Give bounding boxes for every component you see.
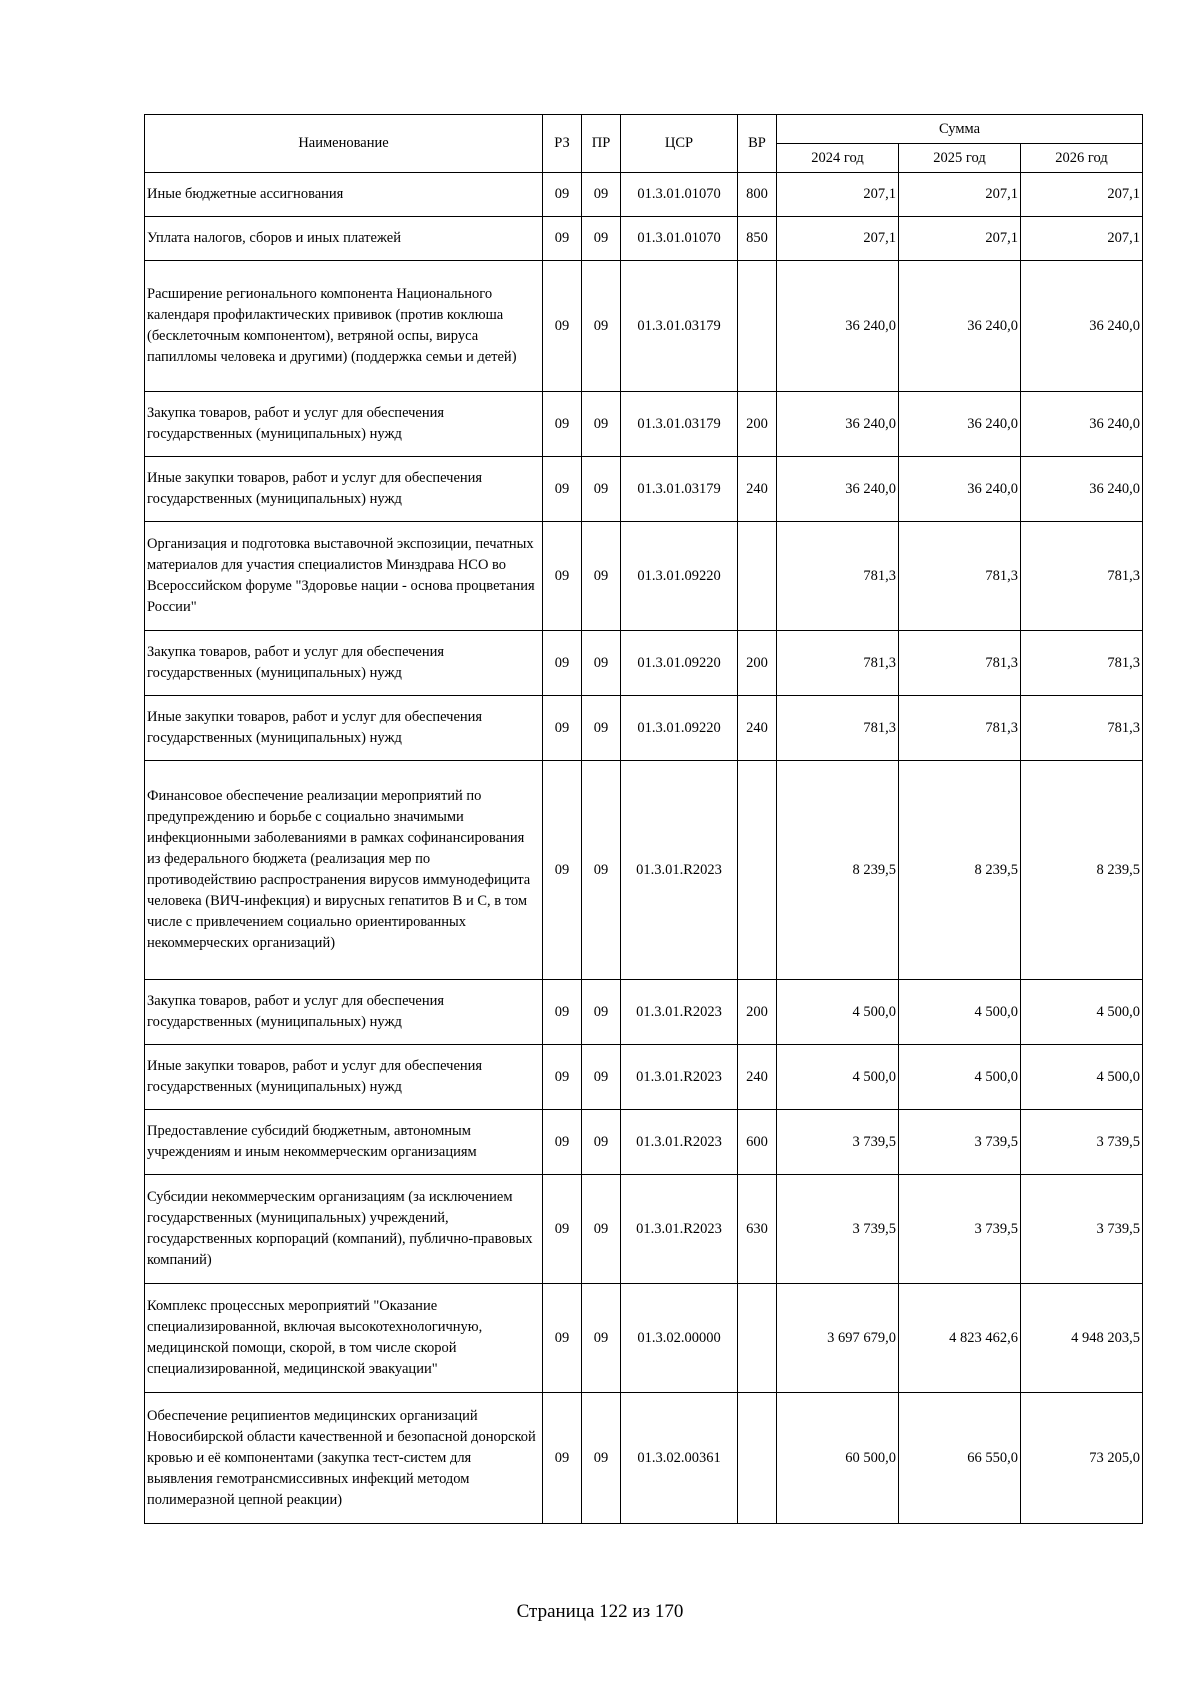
cell-sum-2026: 4 500,0	[1021, 980, 1143, 1045]
cell-name: Обеспечение реципиентов медицинских организаций Новосибирской области качественной и безопасной донорской кровью и её компонентами (закупка тест-систем для выявления гемотрансмиссивных инфекций методом полимеразной цепной реакции)	[145, 1393, 543, 1524]
header-name: Наименование	[145, 115, 543, 173]
table-row	[145, 696, 1143, 761]
cell-rz: 09	[543, 392, 582, 457]
cell-name: Финансовое обеспечение реализации мероприятий по предупреждению и борьбе с социально значимыми инфекционными заболеваниями в рамках софинансирования из федерального бюджета (реализация мер по противодействию распространения вирусов иммунодефицита человека (ВИЧ-инфекция) и вирусных гепатитов В и С, в том числе с привлечением социально ориентированных некоммерческих организаций)	[145, 761, 543, 980]
cell-pr: 09	[582, 1110, 621, 1175]
header-csr: ЦСР	[621, 115, 738, 173]
cell-rz: 09	[543, 173, 582, 217]
table-row	[145, 261, 1143, 392]
cell-pr: 09	[582, 217, 621, 261]
cell-vr: 600	[738, 1110, 777, 1175]
cell-csr: 01.3.01.03179	[621, 392, 738, 457]
cell-name: Иные бюджетные ассигнования	[145, 173, 543, 217]
cell-vr: 240	[738, 1045, 777, 1110]
table-row	[145, 980, 1143, 1045]
cell-sum-2025: 781,3	[899, 631, 1021, 696]
cell-pr: 09	[582, 1045, 621, 1110]
cell-rz: 09	[543, 522, 582, 631]
cell-sum-2026: 8 239,5	[1021, 761, 1143, 980]
cell-vr: 240	[738, 696, 777, 761]
cell-sum-2025: 4 500,0	[899, 1045, 1021, 1110]
cell-name: Иные закупки товаров, работ и услуг для обеспечения государственных (муниципальных) нужд	[145, 457, 543, 522]
table-body	[145, 173, 1143, 1524]
cell-name: Иные закупки товаров, работ и услуг для обеспечения государственных (муниципальных) нужд	[145, 696, 543, 761]
cell-sum-2025: 36 240,0	[899, 392, 1021, 457]
cell-vr: 200	[738, 631, 777, 696]
header-year-2026: 2026 год	[1021, 144, 1143, 173]
cell-vr: 200	[738, 392, 777, 457]
cell-sum-2024: 8 239,5	[777, 761, 899, 980]
cell-sum-2026: 36 240,0	[1021, 261, 1143, 392]
cell-name: Закупка товаров, работ и услуг для обеспечения государственных (муниципальных) нужд	[145, 980, 543, 1045]
table-row	[145, 217, 1143, 261]
cell-sum-2025: 207,1	[899, 173, 1021, 217]
cell-sum-2024: 781,3	[777, 631, 899, 696]
cell-sum-2024: 36 240,0	[777, 457, 899, 522]
cell-csr: 01.3.01.09220	[621, 696, 738, 761]
cell-rz: 09	[543, 1175, 582, 1284]
cell-pr: 09	[582, 392, 621, 457]
cell-csr: 01.3.01.R2023	[621, 980, 738, 1045]
cell-csr: 01.3.01.03179	[621, 457, 738, 522]
cell-csr: 01.3.01.01070	[621, 217, 738, 261]
cell-rz: 09	[543, 261, 582, 392]
cell-pr: 09	[582, 457, 621, 522]
header-year-2025: 2025 год	[899, 144, 1021, 173]
cell-pr: 09	[582, 980, 621, 1045]
table-row	[145, 173, 1143, 217]
cell-sum-2026: 781,3	[1021, 696, 1143, 761]
cell-sum-2024: 3 739,5	[777, 1175, 899, 1284]
cell-sum-2025: 36 240,0	[899, 457, 1021, 522]
cell-csr: 01.3.01.09220	[621, 522, 738, 631]
cell-rz: 09	[543, 631, 582, 696]
cell-sum-2025: 3 739,5	[899, 1110, 1021, 1175]
cell-sum-2025: 781,3	[899, 522, 1021, 631]
cell-sum-2024: 3 697 679,0	[777, 1284, 899, 1393]
table-row	[145, 1045, 1143, 1110]
cell-pr: 09	[582, 1393, 621, 1524]
cell-rz: 09	[543, 457, 582, 522]
cell-name: Субсидии некоммерческим организациям (за исключением государственных (муниципальных) учреждений, государственных корпораций (компаний), публично-правовых компаний)	[145, 1175, 543, 1284]
cell-sum-2026: 73 205,0	[1021, 1393, 1143, 1524]
header-rz: РЗ	[543, 115, 582, 173]
document-page	[144, 114, 1142, 1524]
table-row	[145, 1110, 1143, 1175]
cell-pr: 09	[582, 522, 621, 631]
cell-sum-2025: 207,1	[899, 217, 1021, 261]
cell-csr: 01.3.01.03179	[621, 261, 738, 392]
cell-vr	[738, 1393, 777, 1524]
cell-sum-2024: 207,1	[777, 217, 899, 261]
cell-vr: 200	[738, 980, 777, 1045]
cell-sum-2024: 60 500,0	[777, 1393, 899, 1524]
cell-csr: 01.3.01.01070	[621, 173, 738, 217]
cell-sum-2025: 4 823 462,6	[899, 1284, 1021, 1393]
cell-sum-2024: 36 240,0	[777, 392, 899, 457]
cell-name: Расширение регионального компонента Национального календаря профилактических прививок (против коклюша (бесклеточным компонентом), ветряной оспы, вируса папилломы человека и другими) (поддержка семьи и детей)	[145, 261, 543, 392]
cell-name: Закупка товаров, работ и услуг для обеспечения государственных (муниципальных) нужд	[145, 392, 543, 457]
cell-sum-2024: 207,1	[777, 173, 899, 217]
table-row	[145, 1284, 1143, 1393]
cell-pr: 09	[582, 1175, 621, 1284]
cell-vr	[738, 261, 777, 392]
cell-sum-2025: 36 240,0	[899, 261, 1021, 392]
cell-pr: 09	[582, 1284, 621, 1393]
cell-csr: 01.3.01.09220	[621, 631, 738, 696]
cell-pr: 09	[582, 631, 621, 696]
cell-vr	[738, 1284, 777, 1393]
cell-sum-2026: 207,1	[1021, 173, 1143, 217]
cell-csr: 01.3.01.R2023	[621, 1175, 738, 1284]
table-row	[145, 392, 1143, 457]
cell-rz: 09	[543, 1284, 582, 1393]
header-year-2024: 2024 год	[777, 144, 899, 173]
budget-table	[144, 114, 1143, 1524]
cell-sum-2026: 781,3	[1021, 522, 1143, 631]
cell-csr: 01.3.02.00000	[621, 1284, 738, 1393]
table-row	[145, 522, 1143, 631]
cell-vr: 800	[738, 173, 777, 217]
cell-rz: 09	[543, 217, 582, 261]
cell-name: Организация и подготовка выставочной экспозиции, печатных материалов для участия специалистов Минздрава НСО во Всероссийском форуме "Здоровье нации - основа процветания России"	[145, 522, 543, 631]
page-number: Страница 122 из 170	[516, 1601, 684, 1622]
cell-sum-2026: 4 948 203,5	[1021, 1284, 1143, 1393]
cell-pr: 09	[582, 696, 621, 761]
cell-sum-2025: 8 239,5	[899, 761, 1021, 980]
cell-sum-2026: 781,3	[1021, 631, 1143, 696]
table-row	[145, 1393, 1143, 1524]
cell-sum-2025: 781,3	[899, 696, 1021, 761]
cell-name: Иные закупки товаров, работ и услуг для обеспечения государственных (муниципальных) нужд	[145, 1045, 543, 1110]
cell-rz: 09	[543, 1110, 582, 1175]
header-pr: ПР	[582, 115, 621, 173]
cell-sum-2026: 207,1	[1021, 217, 1143, 261]
header-sum: Сумма	[777, 115, 1143, 144]
cell-sum-2026: 4 500,0	[1021, 1045, 1143, 1110]
cell-csr: 01.3.01.R2023	[621, 761, 738, 980]
cell-sum-2025: 4 500,0	[899, 980, 1021, 1045]
cell-sum-2024: 781,3	[777, 696, 899, 761]
cell-pr: 09	[582, 173, 621, 217]
cell-sum-2024: 36 240,0	[777, 261, 899, 392]
cell-vr	[738, 522, 777, 631]
cell-rz: 09	[543, 1045, 582, 1110]
cell-rz: 09	[543, 761, 582, 980]
table-row	[145, 631, 1143, 696]
cell-sum-2025: 66 550,0	[899, 1393, 1021, 1524]
cell-sum-2024: 781,3	[777, 522, 899, 631]
cell-sum-2024: 4 500,0	[777, 1045, 899, 1110]
cell-name: Предоставление субсидий бюджетным, автономным учреждениям и иным некоммерческим организациям	[145, 1110, 543, 1175]
cell-sum-2026: 36 240,0	[1021, 392, 1143, 457]
cell-csr: 01.3.01.R2023	[621, 1110, 738, 1175]
table-row	[145, 457, 1143, 522]
table-row	[145, 1175, 1143, 1284]
cell-sum-2026: 3 739,5	[1021, 1175, 1143, 1284]
cell-sum-2025: 3 739,5	[899, 1175, 1021, 1284]
table-row	[145, 761, 1143, 980]
cell-sum-2026: 36 240,0	[1021, 457, 1143, 522]
cell-rz: 09	[543, 696, 582, 761]
cell-csr: 01.3.02.00361	[621, 1393, 738, 1524]
cell-vr: 850	[738, 217, 777, 261]
cell-csr: 01.3.01.R2023	[621, 1045, 738, 1110]
cell-sum-2026: 3 739,5	[1021, 1110, 1143, 1175]
cell-sum-2024: 3 739,5	[777, 1110, 899, 1175]
cell-vr	[738, 761, 777, 980]
cell-vr: 240	[738, 457, 777, 522]
cell-pr: 09	[582, 761, 621, 980]
cell-pr: 09	[582, 261, 621, 392]
table-header	[145, 115, 1143, 173]
cell-rz: 09	[543, 980, 582, 1045]
cell-vr: 630	[738, 1175, 777, 1284]
header-vr: ВР	[738, 115, 777, 173]
cell-rz: 09	[543, 1393, 582, 1524]
cell-sum-2024: 4 500,0	[777, 980, 899, 1045]
cell-name: Уплата налогов, сборов и иных платежей	[145, 217, 543, 261]
cell-name: Закупка товаров, работ и услуг для обеспечения государственных (муниципальных) нужд	[145, 631, 543, 696]
cell-name: Комплекс процессных мероприятий "Оказание специализированной, включая высокотехнологичную, медицинской помощи, скорой, в том числе скорой специализированной, медицинской эвакуации"	[145, 1284, 543, 1393]
